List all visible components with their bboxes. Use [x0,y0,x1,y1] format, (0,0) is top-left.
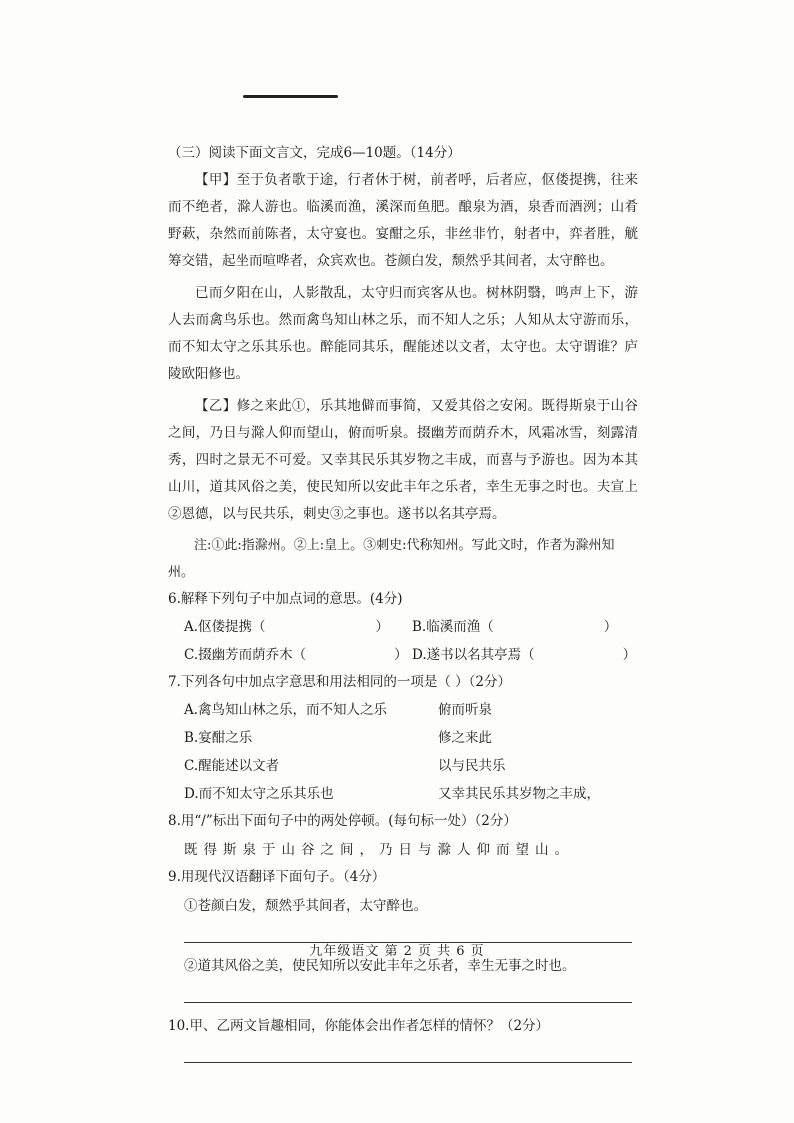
question-9-sentence-2: ②道其风俗之美，使民知所以安此丰年之乐者，幸生无事之时也。 [184,958,576,974]
passage-jia-paragraph-1: 【甲】至于负者歌于途，行者休于树，前者呼，后者应，伛偻提携，往来而不绝者，滁人游也。临溪而渔，溪深而鱼肥。酿泉为酒，泉香而酒洌；山肴野蔌，杂然而前陈者，太守宴也。宴酣之乐，非丝非竹，射者中，弈者胜，觥筹交错，起坐而喧哗者，众宾欢也。苍颜白发，颓然乎其间者，太守醉也。 [168,172,638,269]
passage-note: 注:①此:指滁州。②上:皇上。③刺史:代称知州。写此文时，作者为滁州知州。 [168,538,615,580]
section-title: （三）阅读下面文言文，完成6—10题。（14分） [168,145,461,161]
question-7-pair-c [168,752,638,780]
question-6-option-c [184,641,412,669]
option-c-close: ） [394,647,408,663]
exam-content [168,140,638,1073]
option-a-close: ） [375,619,390,635]
option-b-text: B.临溪而渔（ [412,619,494,635]
question-6-option-d [412,641,654,669]
question-9-sentence-1: ①苍颜白发，颓然乎其间者，太守醉也。 [184,898,427,914]
answer-line-2[interactable] [184,1002,632,1003]
option-d-text: D.遂书以名其亭焉（ [412,647,535,663]
question-6-option-a [184,613,412,641]
question-8-sentence[interactable]: 既得斯泉于山谷之间，乃日与滁人仰而望山。 [184,842,574,858]
passage-jia-paragraph-2: 已而夕阳在山，人影散乱，太守归而宾客从也。树林阴翳，鸣声上下，游人去而禽鸟乐也。然而禽鸟知山林之乐，而不知人之乐；人知从太守游而乐，而不知太守之乐其乐也。醉能同其乐，醒能述以文者，太守也。太守谓谁？庐陵欧阳修也。 [168,285,638,382]
question-6-title: 6.解释下列句子中加点词的意思。(4分) [168,591,403,607]
option-b-close: ） [603,619,618,635]
question-9 [168,864,638,1003]
question-7 [168,669,638,808]
option-c-text: C.掇幽芳而荫乔木（ [184,647,307,663]
option-a-text: A.伛偻提携（ [184,619,266,635]
pair-c-right: 以与民共乐 [438,758,506,774]
pair-b-right: 修之来此 [438,730,492,746]
pair-d-right: 又幸其民乐其岁物之丰成， [438,786,600,802]
passage-yi-paragraph: 【乙】修之来此①，乐其地僻而事简，又爱其俗之安闲。既得斯泉于山谷之间，乃日与滁人仰而望山，俯而听泉。掇幽芳而荫乔木，风霜冰雪，刻露清秀，四时之景无不可爱。又幸其民乐其岁物之丰成，而喜与予游也。因为本其山川，道其风俗之美，使民知所以安此丰年之乐者，幸生无事之时也。夫宣上②恩德，以与民共乐，刺史③之事也。遂书以名其亭焉。 [168,398,638,522]
question-7-title: 7.下列各句中加点字意思和用法相同的一项是（ ）（2分） [168,674,512,690]
page-footer: 九年级语文 第 2 页 共 6 页 [309,944,485,959]
question-10-title: 10.甲、乙两文旨趣相同，你能体会出作者怎样的情怀？（2分） [168,1018,550,1034]
question-8-title: 8.用“/”标出下面句子中的两处停顿。(每句标一处）（2分） [168,813,517,829]
question-6-options [168,613,638,669]
pair-d-left: D.而不知太守之乐其乐也 [184,786,334,802]
question-7-pair-b [168,724,638,752]
pair-a-right: 俯而听泉 [438,702,492,718]
pair-c-left: C.醒能述以文者 [184,758,280,774]
pair-a-left: A.禽鸟知山林之乐，而不知人之乐 [184,702,388,718]
question-10 [168,1013,638,1063]
answer-line-3[interactable] [184,1062,632,1063]
question-8 [168,808,638,864]
header-rule [243,95,338,98]
option-d-close: ） [622,647,637,663]
pair-b-left: B.宴酣之乐 [184,730,253,746]
question-6-option-b [412,613,654,641]
question-7-pair-a [168,696,638,724]
question-9-title: 9.用现代汉语翻译下面句子。（4分） [168,869,386,885]
question-6 [168,586,638,669]
question-7-pair-d [168,780,638,808]
